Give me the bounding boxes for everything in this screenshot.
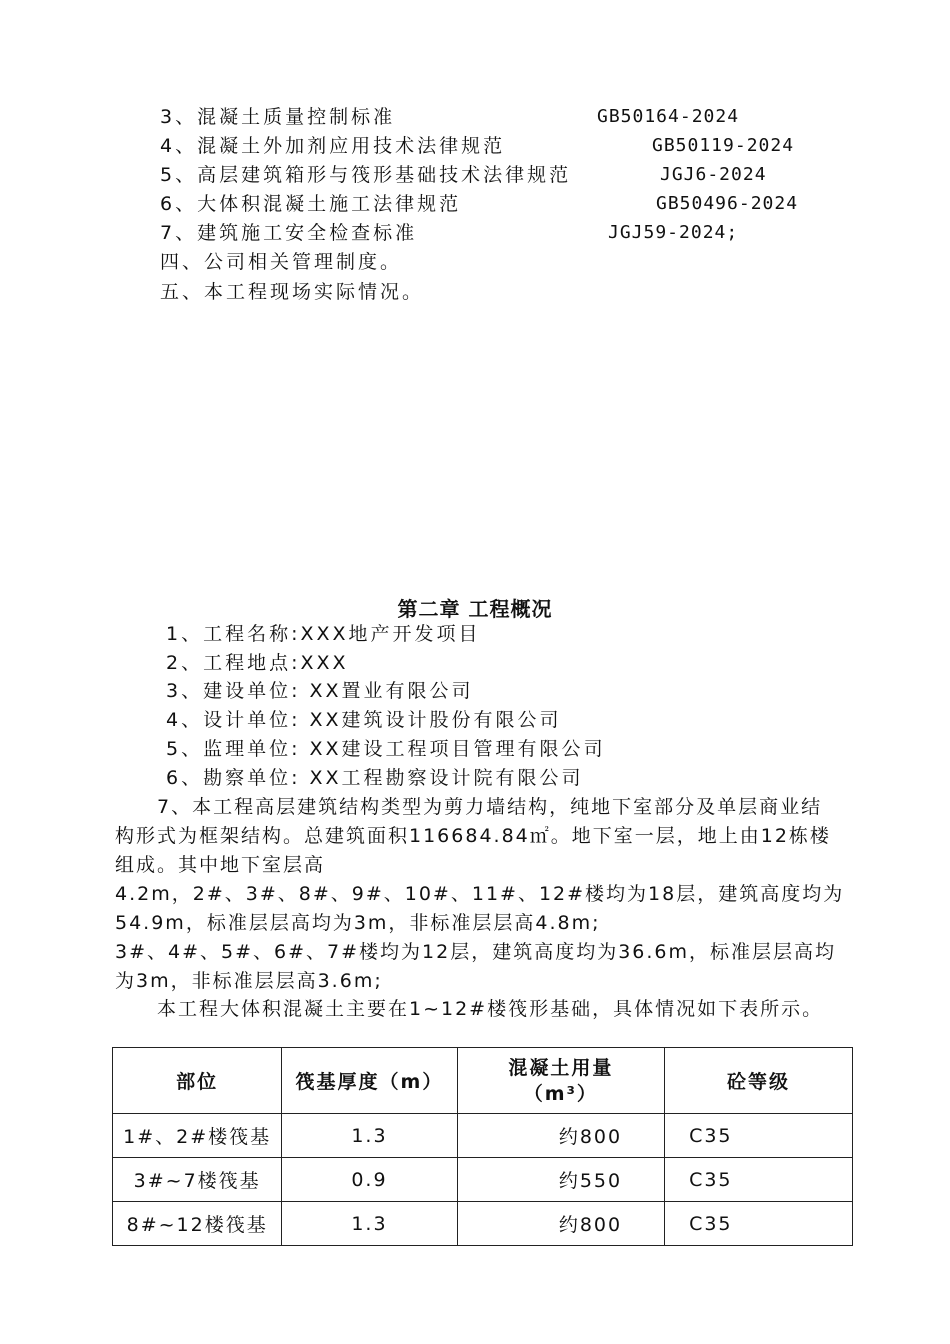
- cell-grade: C35: [665, 1202, 853, 1246]
- table-row: [113, 1158, 853, 1202]
- overview-item-2: 2、工程地点:XXX: [166, 652, 349, 674]
- cell-thickness: 0.9: [282, 1158, 457, 1202]
- header-volume-line2: （m³）: [523, 1082, 598, 1105]
- paragraph-heights-12: 3#、4#、5#、6#、7#楼均为12层，建筑高度均为36.6m，标准层层高均为3m，非标准层层高3.6m;: [115, 941, 837, 992]
- overview-item-3: 3、建设单位: XX置业有限公司: [166, 680, 474, 702]
- standard-code-7: JGJ59-2024;: [608, 222, 739, 243]
- raft-foundation-table: [112, 1047, 853, 1246]
- standard-code-5: JGJ6-2024: [660, 164, 767, 185]
- paragraph-structure: 7、本工程高层建筑结构类型为剪力墙结构，纯地下室部分及单层商业结构形式为框架结构。总建筑面积116684.84㎡。地下室一层，地上由12栋楼组成。其中地下室层高: [115, 796, 831, 876]
- cell-volume: 约800: [457, 1202, 664, 1246]
- chapter-title: 第二章 工程概况: [397, 597, 553, 621]
- header-volume: [457, 1048, 664, 1114]
- standard-item-3: 3、混凝土质量控制标准: [160, 106, 396, 128]
- standard-item-7: 7、建筑施工安全检查标准: [160, 222, 418, 244]
- cell-location: 8#~12楼筏基: [113, 1202, 282, 1246]
- cell-grade: C35: [665, 1114, 853, 1158]
- overview-item-1: 1、工程名称:XXX地产开发项目: [166, 623, 481, 645]
- cell-volume: 约800: [457, 1114, 664, 1158]
- cell-thickness: 1.3: [282, 1114, 457, 1158]
- cell-grade: C35: [665, 1158, 853, 1202]
- standard-item-5: 5、高层建筑箱形与筏形基础技术法律规范: [160, 164, 572, 186]
- cell-thickness: 1.3: [282, 1202, 457, 1246]
- cell-location: 3#~7楼筏基: [113, 1158, 282, 1202]
- standard-item-6: 6、大体积混凝土施工法律规范: [160, 193, 462, 215]
- header-thickness: 筏基厚度（m）: [282, 1048, 457, 1114]
- header-volume-line1: 混凝土用量: [508, 1056, 614, 1079]
- section-item-4: 四、公司相关管理制度。: [160, 251, 403, 273]
- header-location: 部位: [113, 1048, 282, 1114]
- overview-item-6: 6、勘察单位: XX工程勘察设计院有限公司: [166, 767, 584, 789]
- standard-code-4: GB50119-2024: [652, 135, 795, 156]
- standard-item-4: 4、混凝土外加剂应用技术法律规范: [160, 135, 506, 157]
- overview-item-5: 5、监理单位: XX建设工程项目管理有限公司: [166, 738, 606, 760]
- overview-item-4: 4、设计单位: XX建筑设计股份有限公司: [166, 709, 562, 731]
- table-row: [113, 1202, 853, 1246]
- table-header-row: [113, 1048, 853, 1114]
- table-row: [113, 1114, 853, 1158]
- standard-code-6: GB50496-2024: [656, 193, 799, 214]
- cell-location: 1#、2#楼筏基: [113, 1114, 282, 1158]
- paragraph-intro: 本工程大体积混凝土主要在1~12#楼筏形基础，具体情况如下表所示。: [115, 998, 824, 1020]
- paragraph-heights-18: 4.2m，2#、3#、8#、9#、10#、11#、12#楼均为18层，建筑高度均为54.9m，标准层层高均为3m，非标准层层高4.8m;: [115, 883, 845, 934]
- standard-code-3: GB50164-2024: [597, 106, 740, 127]
- header-grade: 砼等级: [665, 1048, 853, 1114]
- section-item-5: 五、本工程现场实际情况。: [160, 281, 425, 303]
- cell-volume: 约550: [457, 1158, 664, 1202]
